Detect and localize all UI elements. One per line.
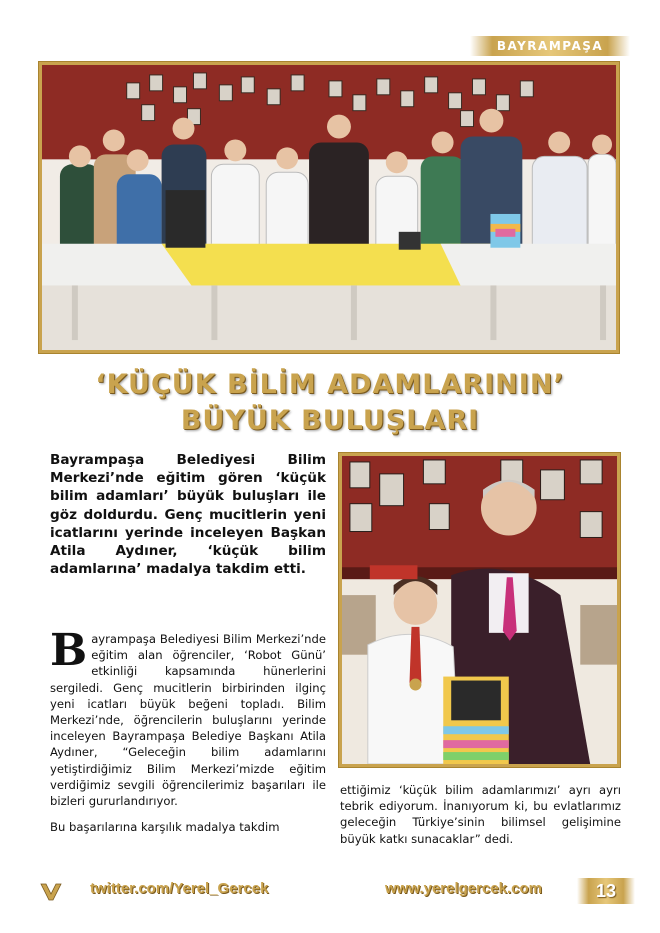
paragraph-1-text: ayrampaşa Belediyesi Bilim Merkezi’nde eğitim alan öğrenciler, ‘Robot Günü’ etkinliği kapsamında hünerlerini sergiledi. Genç mucitlerin birbirinden ilginç yeni icatları büyük beğeni topladı. Bilim Merkezi’nde, öğrencilerin buluşlarını yerinde inceleyen Bayrampaşa Belediye Başkanı Atila Aydıner, “Geleceğin bilim adamlarını yetiştirdiğimiz Bilim Merkezi’mizde eğitim verdiğimiz sevgili öğrencilerimiz başarıları ile bizleri gururlandırıyor. — [50, 632, 326, 809]
page-number: 13 — [595, 880, 617, 901]
footer-twitter[interactable]: twitter.com/Yerel_Gercek — [90, 880, 269, 897]
page-number-badge — [577, 878, 635, 904]
body-column-left — [50, 625, 326, 845]
paragraph-2: Bu başarılarına karşılık madalya takdim — [50, 820, 280, 835]
article-headline — [40, 367, 620, 439]
group-photo-image — [42, 65, 616, 350]
mayor-student-photo — [338, 452, 621, 768]
paragraph-1 — [50, 625, 326, 809]
magazine-logo-icon — [40, 882, 62, 902]
mayor-student-image — [342, 456, 617, 764]
article-lead: Bayrampaşa Belediyesi Bilim Merkezi’nde eğitim gören ‘küçük bilim adamları’ büyük buluşları ile göz doldurdu. Genç mucitlerin yeni icatlarını yerinde inceleyen Başkan Atila Aydıner, ‘küçük bilim adamlarına’ madalya takdim etti. — [50, 452, 326, 578]
headline-line-1: ‘KÜÇÜK BİLİM ADAMLARININ’ — [95, 369, 565, 400]
section-banner — [470, 36, 630, 56]
headline-line-2: BÜYÜK BULUŞLARI — [180, 405, 480, 436]
drop-cap: B — [50, 625, 88, 676]
group-photo — [38, 61, 620, 354]
paragraph-3: ettiğimiz ‘küçük bilim adamlarımızı’ ayrı ayrı tebrik ediyorum. İnanıyorum ki, bu evlatlarımız geleceğin Türkiye’sinin bilimsel gelişimine büyük katkı sunacaklar” dedi. — [340, 783, 621, 846]
section-label: BAYRAMPAŞA — [496, 39, 604, 53]
footer-website[interactable]: www.yerelgercek.com — [385, 880, 543, 897]
body-column-right — [340, 782, 621, 857]
